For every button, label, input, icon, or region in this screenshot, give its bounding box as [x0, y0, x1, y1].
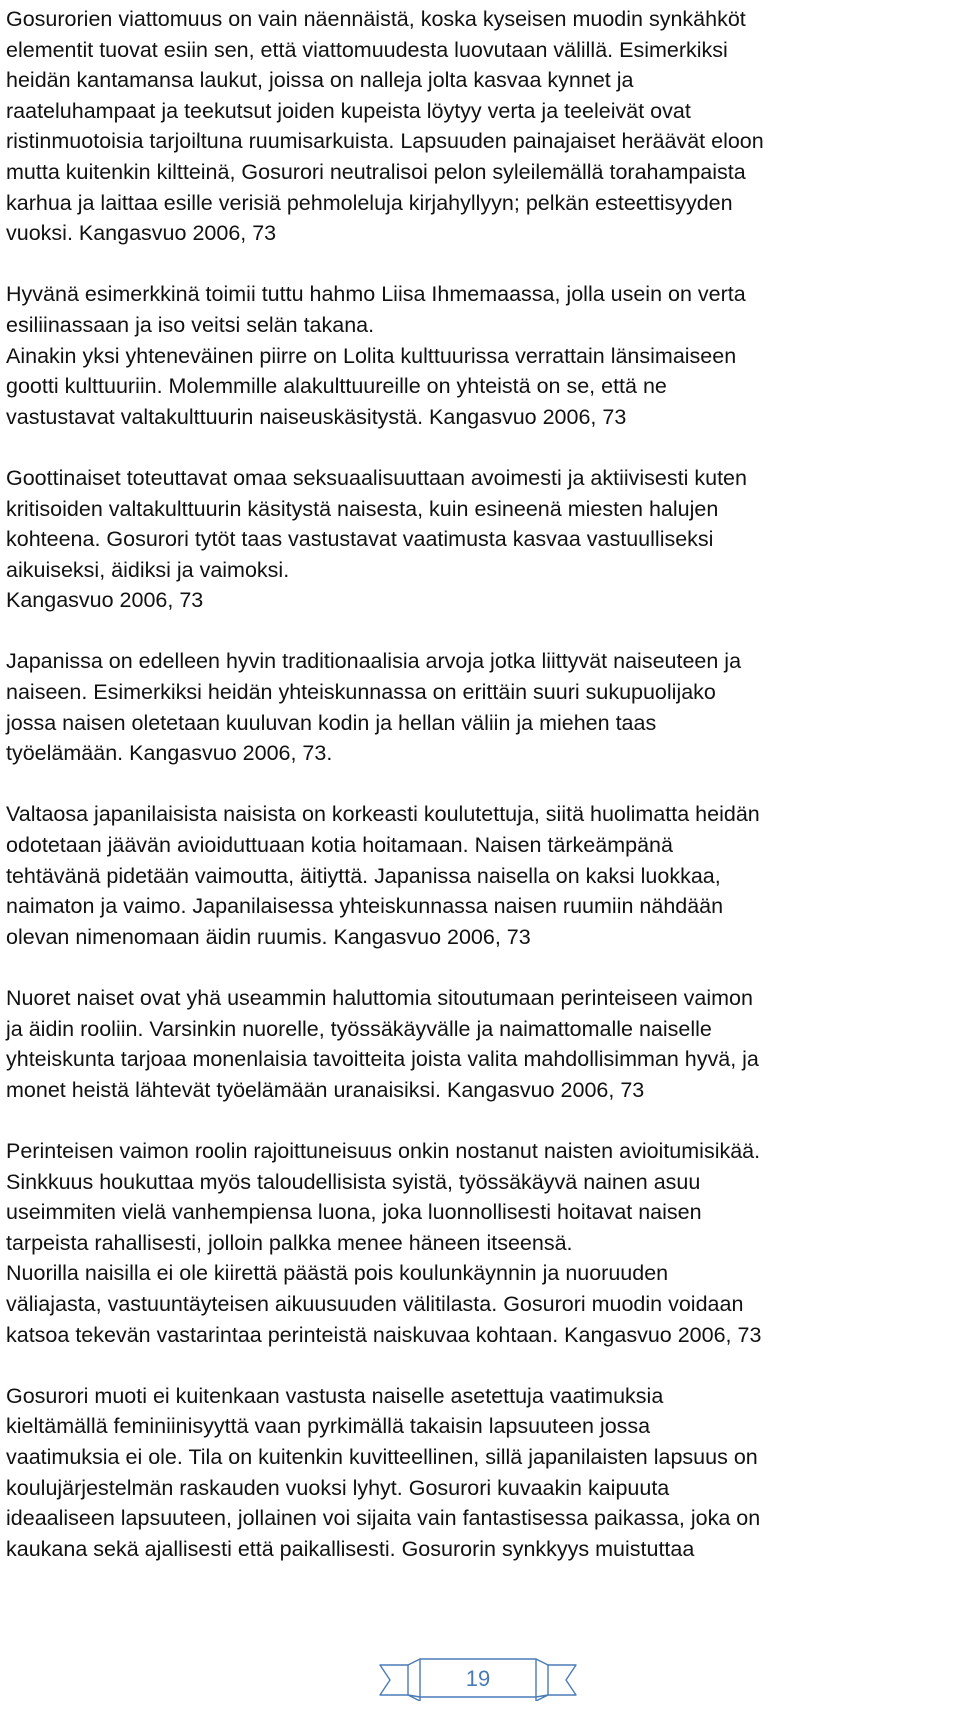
- page-number-badge: [378, 1657, 578, 1701]
- text-line: mutta kuitenkin kiltteinä, Gosurori neutralisoi pelon syleilemällä torahampaista: [6, 159, 746, 184]
- paragraph-gap: [6, 1105, 952, 1136]
- text-line: Perinteisen vaimon roolin rajoittuneisuus onkin nostanut naisten avioitumisikää.: [6, 1138, 761, 1163]
- text-line: monet heistä lähtevät työelämään uranaisiksi. Kangasvuo 2006, 73: [6, 1077, 645, 1102]
- text-line: elementit tuovat esiin sen, että viattomuudesta luovutaan välillä. Esimerkiksi: [6, 37, 728, 62]
- text-line: ja äidin rooliin. Varsinkin nuorelle, työssäkäyvälle ja naimattomalle naiselle: [6, 1016, 712, 1041]
- text-line: kritisoiden valtakulttuurin käsitystä naisesta, kuin esineenä miesten halujen: [6, 496, 719, 521]
- paragraph-gap: [6, 1350, 952, 1381]
- text-line: Nuoret naiset ovat yhä useammin haluttomia sitoutumaan perinteiseen vaimon: [6, 986, 753, 1010]
- text-line: Kangasvuo 2006, 73: [6, 588, 204, 613]
- text-line: Japanissa on edelleen hyvin traditionaalisia arvoja jotka liittyvät naiseuteen ja: [6, 649, 742, 674]
- text-line: Gosurorien viattomuus on vain näennäistä, koska kyseisen muodin synkähköt: [6, 7, 746, 31]
- text-line: olevan nimenomaan äidin ruumis. Kangasvuo 2006, 73: [6, 924, 531, 949]
- text-line: tehtävänä pidetään vaimoutta, äitiyttä. Japanissa naisella on kaksi luokkaa,: [6, 863, 721, 888]
- text-line: tarpeista rahallisesti, jolloin palkka menee häneen itseensä.: [6, 1230, 573, 1255]
- page-number: 19: [465, 1666, 491, 1691]
- text-line: naimaton ja vaimo. Japanilaisessa yhteiskunnassa naisen ruumiin nähdään: [6, 894, 724, 919]
- text-line: odotetaan jäävän avioiduttuaan kotia hoitamaan. Naisen tärkeämpänä: [6, 833, 673, 858]
- text-line: Valtaosa japanilaisista naisista on korkeasti koulutettuja, siitä huolimatta heidän: [6, 802, 760, 827]
- text-line: ristinmuotoisia tarjoiltuna ruumisarkuista. Lapsuuden painajaiset heräävät eloon: [6, 129, 764, 154]
- text-line: vuoksi. Kangasvuo 2006, 73: [6, 221, 277, 246]
- text-line: gootti kulttuuriin. Molemmille alakulttuureille on yhteistä on se, että ne: [6, 374, 667, 399]
- text-line: vaatimuksia ei ole. Tila on kuitenkin kuvitteellinen, sillä japanilaisten lapsuus on: [6, 1444, 758, 1469]
- text-line: koulujärjestelmän raskauden vuoksi lyhyt. Gosurori kuvaakin kaipuuta: [6, 1475, 670, 1500]
- text-line: raateluhampaat ja teekutsut joiden kupeista löytyy verta ja teeleivät ovat: [6, 98, 691, 123]
- text-line: yhteiskunta tarjoaa monenlaisia tavoitteita joista valita mahdollisimman hyvä, ja: [6, 1047, 759, 1072]
- text-line: työelämään. Kangasvuo 2006, 73.: [6, 741, 333, 766]
- text-line: naiseen. Esimerkiksi heidän yhteiskunnassa on erittäin suuri sukupuolijako: [6, 680, 716, 705]
- text-line: kaukana sekä ajallisesti että paikallisesti. Gosurorin synkkyys muistuttaa: [6, 1536, 695, 1561]
- text-line: kohteena. Gosurori tytöt taas vastustavat vaatimusta kasvaa vastuulliseksi: [6, 527, 714, 552]
- text-line: useimmiten vielä vanhempiensa luona, joka luonnollisesti hoitavat naisen: [6, 1200, 702, 1225]
- text-line: vastustavat valtakulttuurin naiseuskäsitystä. Kangasvuo 2006, 73: [6, 404, 627, 429]
- text-line: ideaaliseen lapsuuteen, jollainen voi sijaita vain fantastisessa paikassa, joka on: [6, 1506, 761, 1531]
- paragraph-gap: [6, 952, 952, 983]
- paragraph-gap: [6, 249, 952, 280]
- text-line: Sinkkuus houkuttaa myös taloudellisista syistä, työssäkäyvä nainen asuu: [6, 1169, 701, 1194]
- text-line: karhua ja laittaa esille verisiä pehmoleluja kirjahyllyyn; pelkän esteettisyyden: [6, 190, 733, 215]
- text-line: Gosurori muoti ei kuitenkaan vastusta naiselle asetettuja vaatimuksia: [6, 1383, 664, 1408]
- text-line: Goottinaiset toteuttavat omaa seksuaalisuuttaan avoimesti ja aktiivisesti kuten: [6, 465, 747, 490]
- text-line: katsoa tekevän vastarintaa perinteistä naiskuvaa kohtaan. Kangasvuo 2006, 73: [6, 1322, 762, 1347]
- text-line: kieltämällä feminiinisyyttä vaan pyrkimällä takaisin lapsuuteen jossa: [6, 1414, 651, 1439]
- text-line: Hyvänä esimerkkinä toimii tuttu hahmo Liisa Ihmemaassa, jolla usein on verta: [6, 282, 746, 307]
- text-line: Ainakin yksi yhteneväinen piirre on Lolita kulttuurissa verrattain länsimaiseen: [6, 343, 737, 368]
- text-line: Nuorilla naisilla ei ole kiirettä päästä pois koulunkäynnin ja nuoruuden: [6, 1261, 669, 1286]
- text-line: esiliinassaan ja iso veitsi selän takana.: [6, 312, 375, 337]
- text-line: aikuiseksi, äidiksi ja vaimoksi.: [6, 557, 290, 582]
- body-text: [6, 4, 952, 1564]
- paragraph-gap: [6, 769, 952, 800]
- paragraph-gap: [6, 616, 952, 647]
- text-line: väliajasta, vastuuntäyteisen aikuusuuden välitilasta. Gosurori muodin voidaan: [6, 1291, 744, 1316]
- paragraph-gap: [6, 432, 952, 463]
- text-line: heidän kantamansa laukut, joissa on nalleja jolta kasvaa kynnet ja: [6, 68, 634, 93]
- text-line: jossa naisen oletetaan kuuluvan kodin ja hellan väliin ja miehen taas: [6, 710, 657, 735]
